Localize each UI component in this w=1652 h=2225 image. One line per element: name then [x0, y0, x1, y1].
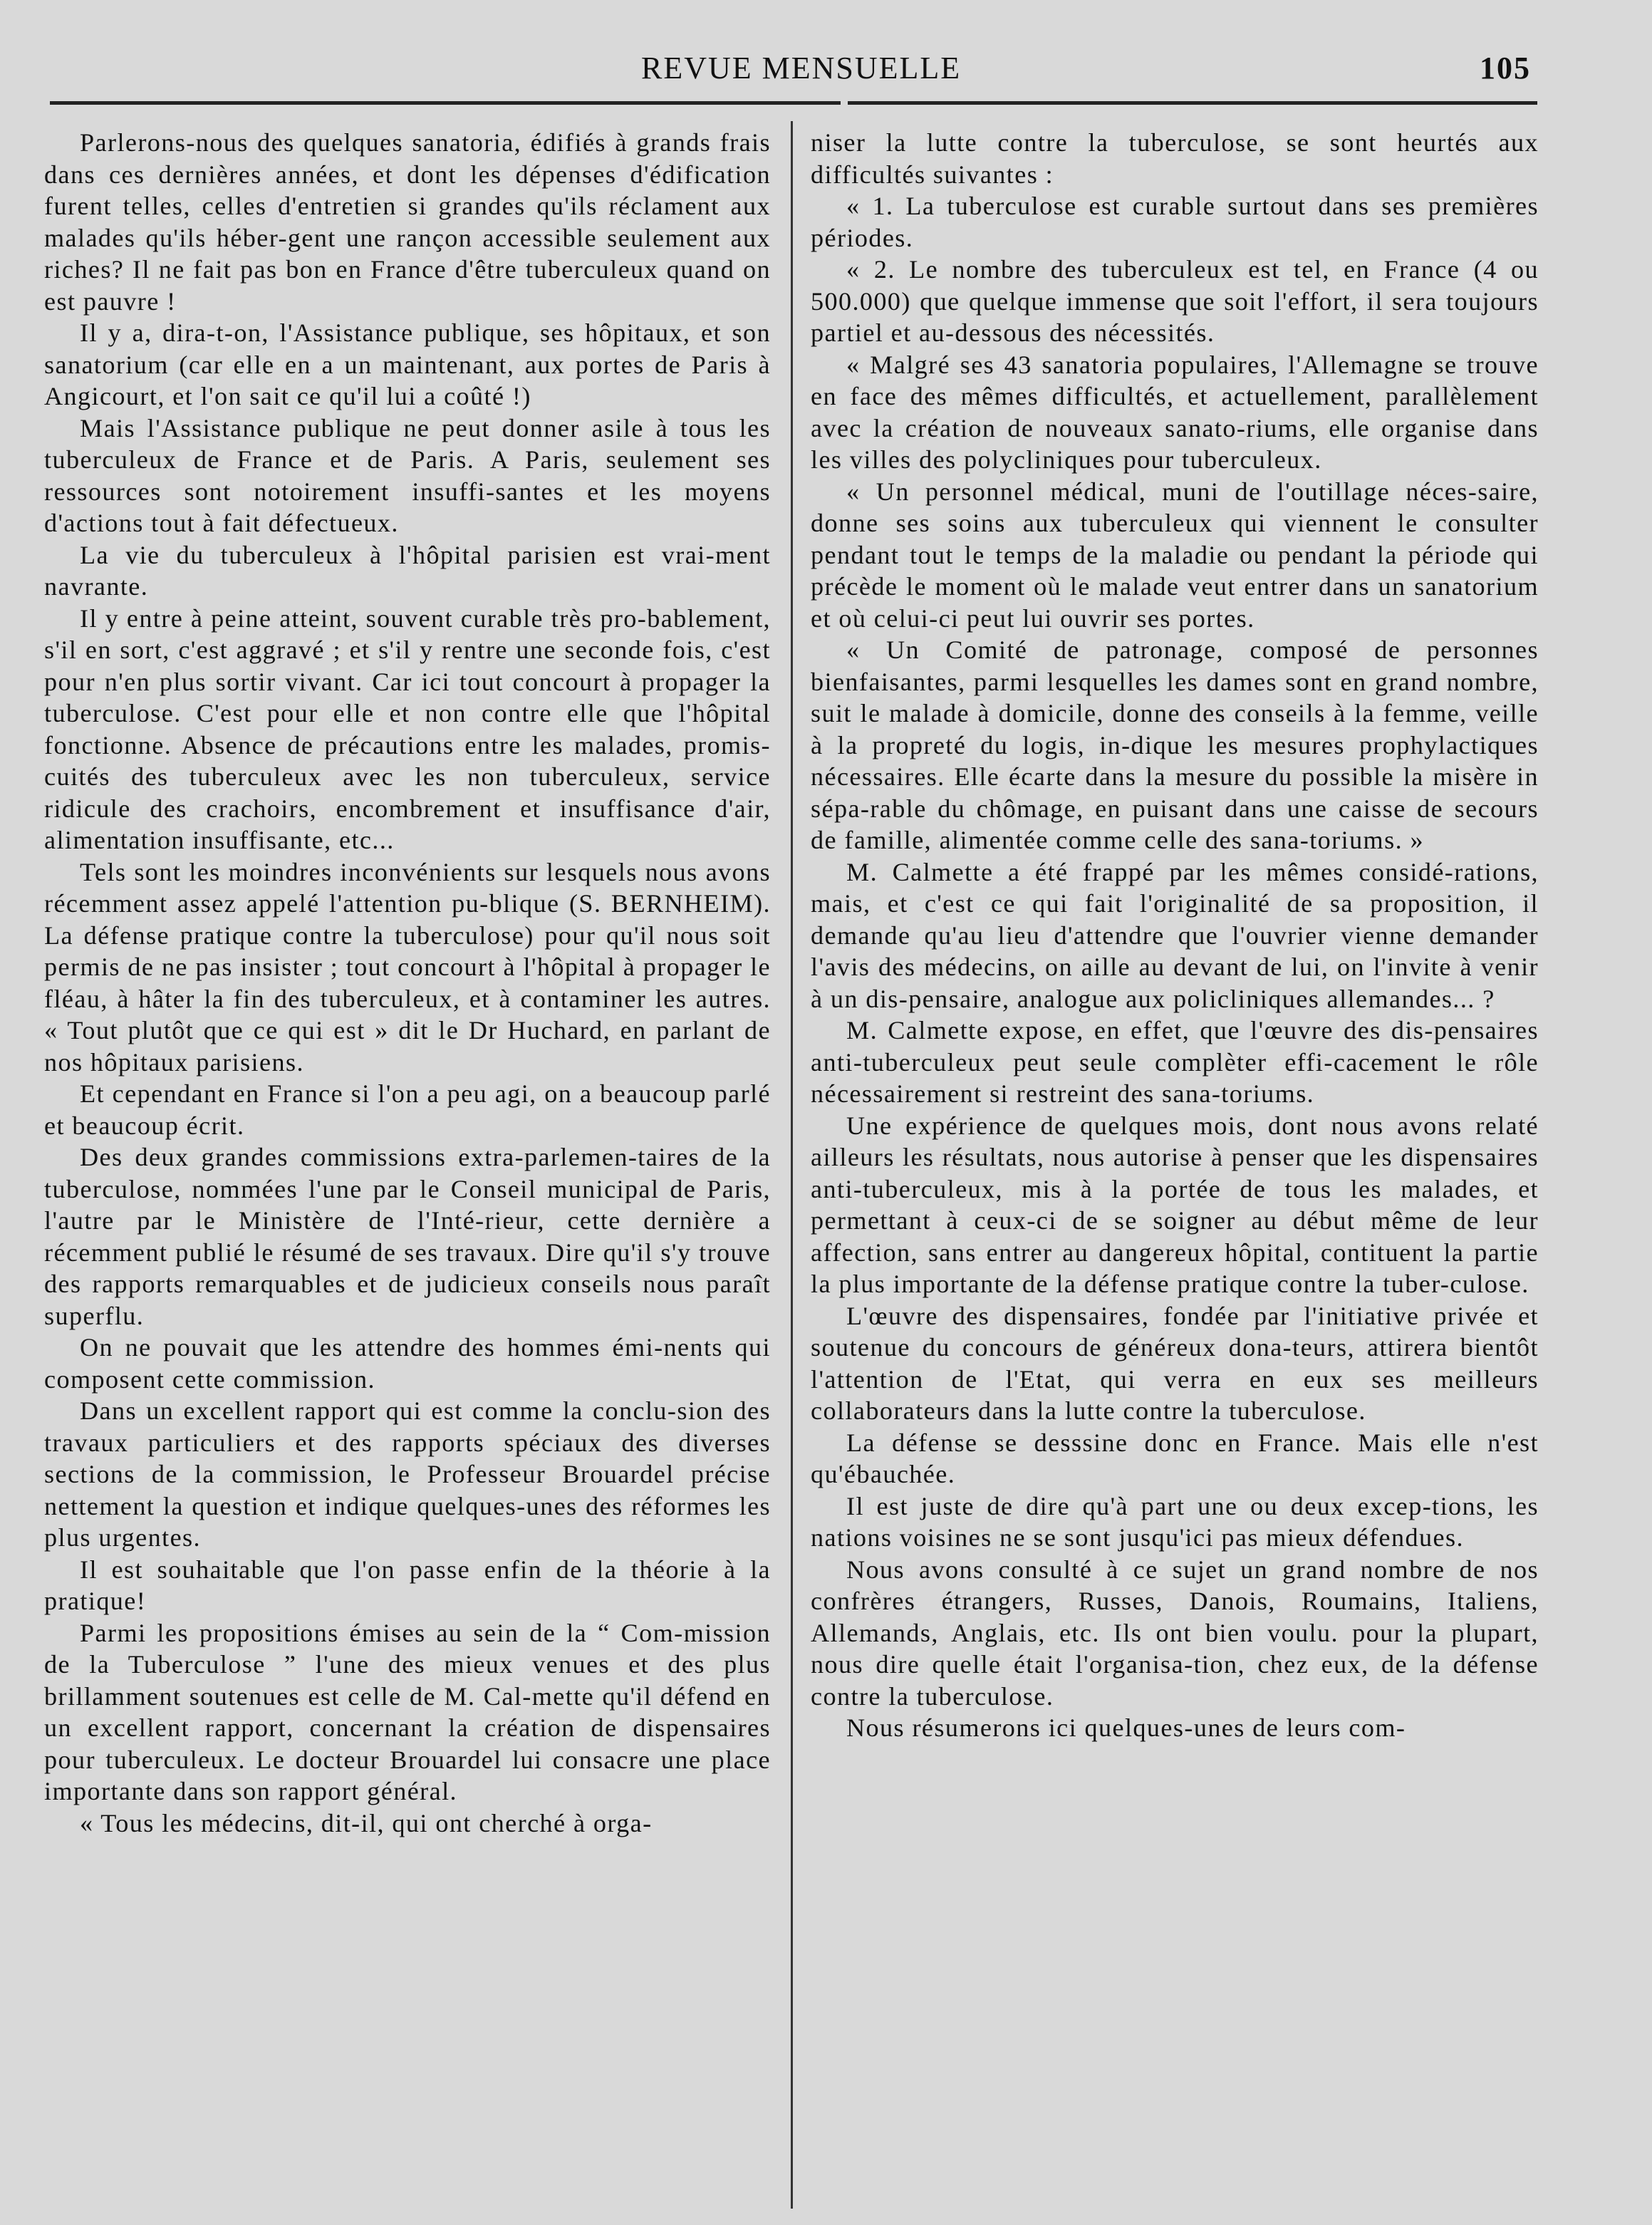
paragraph: Nous avons consulté à ce sujet un grand nombre de nos confrères étrangers, Russes, Danois, Roumains, Italiens, Allemands, Anglais, etc. Ils ont bien voulu. pour la plupart, nous dire quelle était l'organisa-tion, chez eux, de la défense contre la tuberculose.	[811, 1555, 1539, 1711]
running-title: REVUE MENSUELLE	[641, 51, 962, 85]
paragraph: Et cependant en France si l'on a peu agi, on a beaucoup parlé et beaucoup écrit.	[44, 1079, 771, 1140]
paragraph: Des deux grandes commissions extra-parlemen-taires de la tuberculose, nommées l'une par le Conseil municipal de Paris, l'autre par le Ministère de l'Inté-rieur, cette dernière a récemment publié le résumé de ses travaux. Dire qu'il s'y trouve des rapports remarquables et de judicieux conseils nous paraît superflu.	[44, 1143, 771, 1330]
paragraph: Dans un excellent rapport qui est comme la conclu-sion des travaux particuliers et des rapports spéciaux des diverses sections de la commission, le Professeur Brouardel précise nettement la question et indique quelques-unes des réformes les plus urgentes.	[44, 1396, 771, 1552]
paragraph: « Un personnel médical, muni de l'outillage néces-saire, donne ses soins aux tuberculeux qui viennent le consulter pendant tout le temps de la maladie ou pendant la période qui précède le moment où le malade veut entrer dans un sanatorium et où celui-ci peut lui ouvrir ses portes.	[811, 477, 1539, 633]
paragraph: Il est juste de dire qu'à part une ou deux excep-tions, les nations voisines ne se sont jusqu'ici pas mieux défendues.	[811, 1491, 1539, 1552]
paragraph: Nous résumerons ici quelques-unes de leurs com-	[846, 1713, 1406, 1742]
paragraph: M. Calmette expose, en effet, que l'œuvre des dis-pensaires anti-tuberculeux peut seule complèter effi-cacement le rôle nécessairement si restreint des sana-toriums.	[811, 1016, 1539, 1108]
paragraph: On ne pouvait que les attendre des hommes émi-nents qui composent cette commission.	[44, 1333, 771, 1394]
header-rule-right	[848, 101, 1537, 105]
paragraph: « 2. Le nombre des tuberculeux est tel, en France (4 ou 500.000) que quelque immense que soit l'effort, il sera toujours partiel et au-dessous des nécessités.	[811, 255, 1539, 347]
paragraph: Mais l'Assistance publique ne peut donner asile à tous les tuberculeux de France et de Paris. A Paris, seulement ses ressources sont notoirement insuffi-santes et les moyens d'actions tout à fait défectueux.	[44, 413, 771, 537]
running-head	[0, 44, 1652, 87]
paragraph: Tels sont les moindres inconvénients sur lesquels nous avons récemment assez appelé l'attention pu-blique (S. BERNHEIM). La défense pratique contre la tuberculose) pour qu'il nous soit permis de ne pas insister ; tout concourt à l'hôpital à propager le fléau, à hâter la fin des tuberculeux, et à contaminer les autres. « Tout plutôt que ce qui est » dit le Dr Huchard, en parlant de nos hôpitaux parisiens.	[44, 857, 771, 1077]
right-column	[811, 127, 1539, 1744]
left-column	[44, 127, 771, 1839]
paragraph: La défense se desssine donc en France. Mais elle n'est qu'ébauchée.	[811, 1428, 1539, 1488]
paragraph: « Un Comité de patronage, composé de personnes bienfaisantes, parmi lesquelles les dames sont en grand nombre, suit le malade à domicile, donne des conseils à la femme, veille à la propreté du logis, in-dique les mesures prophylactiques nécessaires. Elle écarte dans la mesure du possible la misère in sépa-rable du chômage, en puisant dans une caisse de secours de famille, alimentée comme celle des sana-toriums. »	[811, 636, 1539, 854]
paragraph: M. Calmette a été frappé par les mêmes considé-rations, mais, et c'est ce qui fait l'originalité de sa proposition, il demande qu'au lieu d'attendre que l'ouvrier vienne demander l'avis des médecins, on aille au devant de lui, on l'invite à venir à un dis-pensaire, analogue aux policliniques allemandes... ?	[811, 857, 1539, 1013]
paragraph: Parlerons-nous des quelques sanatoria, édifiés à grands frais dans ces dernières années, et dont les dépenses d'édification furent telles, celles d'entretien si grandes qu'ils réclament aux malades qu'ils héber-gent une rançon accessible seulement aux riches? Il ne fait pas bon en France d'être tuberculeux quand on est pauvre !	[44, 128, 771, 316]
paragraph: Parmi les propositions émises au sein de la “ Com-mission de la Tuberculose ” l'une des mieux venues et des plus brillamment soutenues est celle de M. Cal-mette qu'il défend en un excellent rapport, concernant la création de dispensaires pour tuberculeux. Le docteur Brouardel lui consacre une place importante dans son rapport général.	[44, 1618, 771, 1805]
paragraph: Il y a, dira-t-on, l'Assistance publique, ses hôpitaux, et son sanatorium (car elle en a un maintenant, aux portes de Paris à Angicourt, et l'on sait ce qu'il lui a coûté !)	[44, 318, 771, 410]
paragraph: « Tous les médecins, dit-il, qui ont cherché à orga-	[80, 1808, 653, 1837]
paragraph: La vie du tuberculeux à l'hôpital parisien est vrai-ment navrante.	[44, 540, 771, 601]
paragraph: « Malgré ses 43 sanatoria populaires, l'Allemagne se trouve en face des mêmes difficultés, et actuellement, parallèlement avec la création de nouveaux sanato-riums, elle organise dans les villes des polycliniques pour tuberculeux.	[811, 350, 1539, 474]
paragraph: Une expérience de quelques mois, dont nous avons relaté ailleurs les résultats, nous autorise à penser que les dispensaires anti-tuberculeux, mis à la portée de tous les malades, et permettant à ceux-ci de se soigner au début même de leur affection, sans entrer au dangereux hôpital, contituent la partie la plus importante de la défense pratique contre la tuber-culose.	[811, 1111, 1539, 1298]
paragraph: L'œuvre des dispensaires, fondée par l'initiative privée et soutenue du concours de généreux dona-teurs, attirera bientôt l'attention de l'Etat, qui verra en eux ses meilleurs collaborateurs dans la lutte contre la tuberculose.	[811, 1301, 1539, 1425]
paragraph: niser la lutte contre la tuberculose, se sont heurtés aux difficultés suivantes :	[811, 128, 1539, 189]
paragraph: Il est souhaitable que l'on passe enfin de la théorie à la pratique!	[44, 1555, 771, 1615]
page-number: 105	[1480, 51, 1531, 85]
paragraph: « 1. La tuberculose est curable surtout dans ses premières périodes.	[811, 192, 1539, 252]
column-divider	[791, 121, 793, 2209]
paragraph: Il y entre à peine atteint, souvent curable très pro-bablement, s'il en sort, c'est aggravé ; et s'il y rentre une seconde fois, c'est pour n'en plus sortir vivant. Car ici tout concourt à propager la tuberculose. C'est pour elle et non contre elle que l'hôpital fonctionne. Absence de précautions entre les malades, promis-cuités des tuberculeux avec les non tuberculeux, service ridicule des crachoirs, encombrement et insuffisance d'air, alimentation insuffisante, etc...	[44, 603, 771, 854]
header-rule-left	[50, 101, 841, 105]
